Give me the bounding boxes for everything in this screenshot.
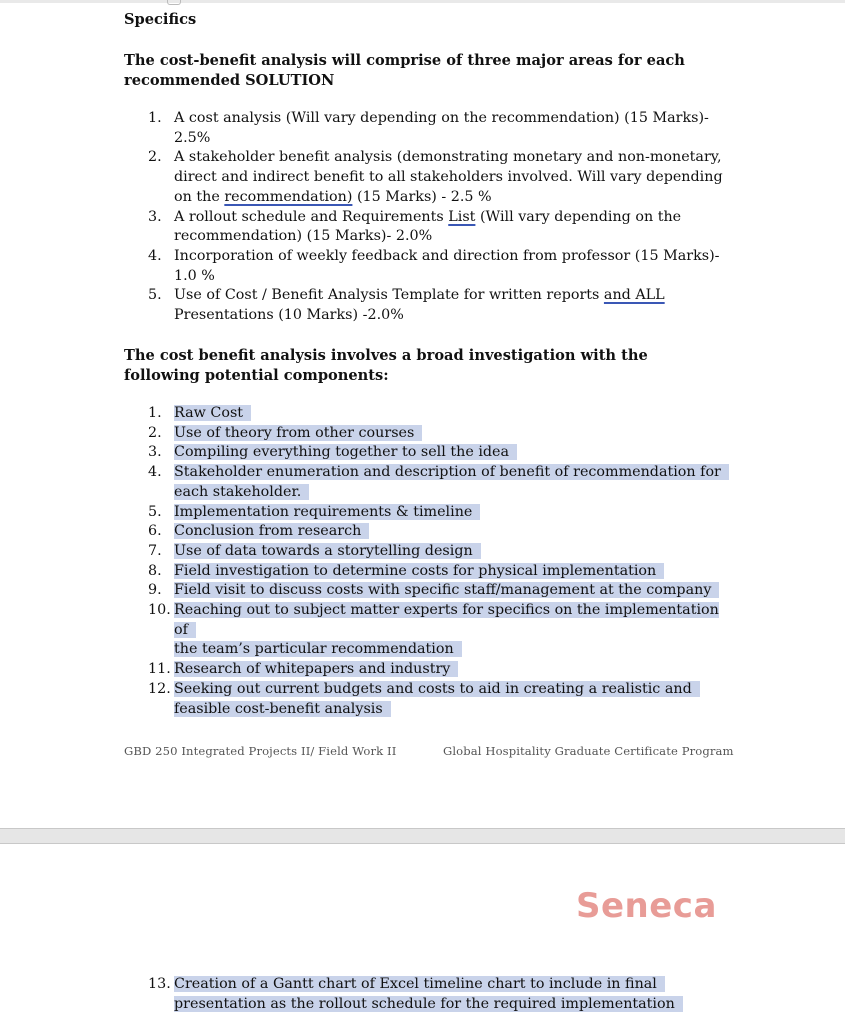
selected-text[interactable]: Stakeholder enumeration and description of benefit of recommendation for	[174, 464, 729, 480]
list-item-text: Incorporation of weekly feedback and direction from professor (15 Marks)-	[174, 247, 720, 264]
list-item-line	[174, 188, 734, 208]
list-item-text: 1.0 %	[174, 267, 215, 284]
selected-text[interactable]: Implementation requirements & timeline	[174, 504, 480, 520]
selected-text[interactable]: Research of whitepapers and industry	[174, 661, 458, 677]
spellcheck-underline-text: List	[448, 208, 476, 225]
list-item-text: recommendation) (15 Marks)- 2.0%	[174, 228, 433, 245]
page-break	[0, 828, 845, 844]
selected-text[interactable]: Use of data towards a storytelling design	[174, 543, 481, 559]
list-number: 12.	[148, 680, 171, 697]
footer-course: GBD 250 Integrated Projects II/ Field Work II	[124, 744, 397, 758]
selected-text[interactable]: the team’s particular recommendation	[174, 641, 462, 657]
selected-text[interactable]: Compiling everything together to sell the idea	[174, 444, 517, 460]
list-number: 2.	[148, 149, 162, 166]
list-item-line	[174, 286, 734, 306]
list-item	[0, 581, 845, 601]
list-item	[0, 601, 845, 660]
selected-text[interactable]: Conclusion from research	[174, 523, 369, 539]
list-item-text: Use of Cost / Benefit Analysis Template for written reports	[174, 287, 604, 304]
list-number: 7.	[148, 542, 162, 559]
list-item	[0, 286, 845, 325]
list-item	[0, 463, 845, 502]
cost-benefit-areas-list	[0, 109, 845, 326]
list-item	[0, 503, 845, 523]
list-number: 2.	[148, 424, 162, 441]
selected-text[interactable]: feasible cost-benefit analysis	[174, 701, 391, 717]
list-number: 8.	[148, 562, 162, 579]
list-item-line	[174, 208, 734, 228]
list-item-text: (Will vary depending on the	[475, 208, 682, 225]
selected-text[interactable]: presentation as the rollout schedule for the required implementation	[174, 996, 683, 1012]
footer-program: Global Hospitality Graduate Certificate Program	[443, 744, 734, 758]
list-item-text: A cost analysis (Will vary depending on the recommendation) (15 Marks)-	[174, 110, 709, 126]
list-item-text: on the	[174, 188, 225, 205]
list-item	[0, 424, 845, 444]
seneca-logo: Seneca	[576, 886, 717, 926]
intro-paragraph: The cost-benefit analysis will comprise of three major areas for each recommended SOLUTION	[124, 52, 685, 89]
selected-text[interactable]: Reaching out to subject matter experts for specifics on the implementation of	[174, 602, 719, 638]
list-item	[0, 443, 845, 463]
components-list-continued	[0, 975, 845, 1014]
list-item-text: direct and indirect benefit to all stakeholders involved. Will vary depending	[174, 169, 723, 186]
list-item	[0, 208, 845, 247]
list-number: 11.	[148, 661, 171, 678]
list-number: 1.	[148, 405, 162, 421]
list-item	[0, 404, 845, 424]
list-item	[0, 680, 845, 719]
list-number: 5.	[148, 287, 162, 304]
spellcheck-underline-text: recommendation)	[224, 188, 353, 205]
list-item-text: A rollout schedule and Requirements	[174, 208, 449, 225]
components-list	[0, 404, 845, 719]
page-top-edge	[0, 0, 845, 3]
list-item	[0, 148, 845, 207]
list-item	[0, 660, 845, 680]
list-item-text: Presentations (10 Marks) -2.0%	[174, 307, 404, 324]
components-heading: The cost benefit analysis involves a broad investigation with the following potential components:	[124, 347, 648, 384]
spellcheck-underline-text: and ALL	[603, 287, 665, 304]
section-heading: Specifics	[124, 11, 197, 28]
selected-text[interactable]: Field investigation to determine costs for physical implementation	[174, 563, 664, 579]
list-item	[0, 522, 845, 542]
list-item	[0, 562, 845, 582]
selected-text[interactable]: Creation of a Gantt chart of Excel timeline chart to include in final	[174, 976, 665, 992]
list-number: 4.	[148, 464, 162, 481]
selected-text[interactable]: Seeking out current budgets and costs to aid in creating a realistic and	[174, 681, 700, 697]
list-number: 13.	[148, 976, 171, 992]
list-item	[0, 247, 845, 286]
list-number: 4.	[148, 247, 162, 264]
list-item	[0, 109, 845, 148]
list-item	[0, 975, 845, 1014]
list-item	[0, 542, 845, 562]
selected-text[interactable]: Use of theory from other courses	[174, 425, 422, 441]
list-number: 3.	[148, 444, 162, 461]
page-corner-mark	[167, 0, 181, 5]
selected-text[interactable]: Raw Cost	[174, 405, 251, 421]
list-item-text: (15 Marks) - 2.5 %	[352, 188, 492, 205]
list-number: 3.	[148, 208, 162, 225]
list-number: 6.	[148, 523, 162, 540]
list-number: 5.	[148, 503, 162, 520]
selected-text[interactable]: Field visit to discuss costs with specific staff/management at the company	[174, 582, 719, 598]
selected-text[interactable]: each stakeholder.	[174, 484, 309, 500]
list-number: 10.	[148, 602, 171, 619]
list-number: 1.	[148, 110, 162, 126]
list-number: 9.	[148, 582, 162, 599]
list-item-text: A stakeholder benefit analysis (demonstrating monetary and non-monetary,	[174, 149, 722, 166]
list-item-text: 2.5%	[174, 129, 211, 146]
